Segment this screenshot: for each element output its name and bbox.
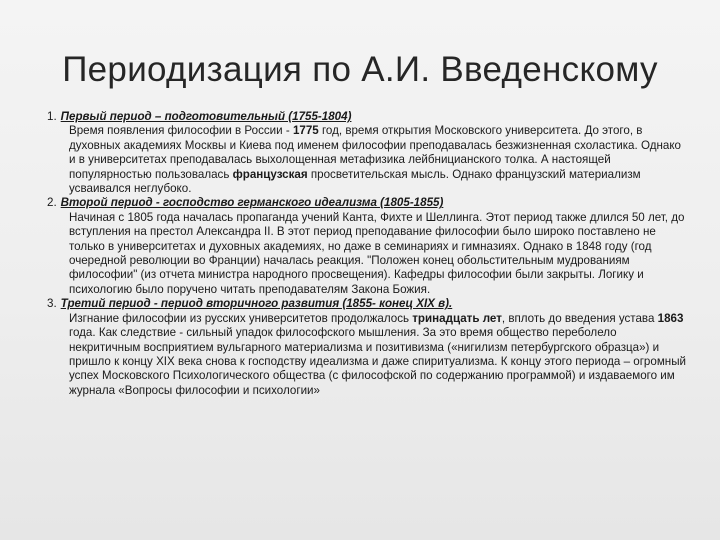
period-heading: [47, 110, 687, 124]
period-title: Первый период – подготовительный (1755-1804): [60, 110, 352, 123]
period-description: [47, 312, 687, 398]
period-description: [47, 124, 687, 196]
period-item-3: [47, 297, 687, 398]
period-text: года. Как следствие - сильный упадок философского мышления. За это время общество переболело некритичным восприятием вульгарного материализма и позитивизма («нигилизм петербургского образца») и пришло к концу XIX века снова к господству идеализма и даже спиритуализма. К концу этого периода – огромный успех Московского Психологического общества (с философской по содержанию программой) и издаваемого им журнала «Вопросы философии и психологии»: [69, 326, 687, 397]
period-heading: [47, 297, 687, 311]
period-highlight: 1775: [292, 124, 319, 138]
period-text: год, время открытия Московского университета. До этого, в духовных академиях Москвы и Киева под именем философии преподавалась безжизненная схоластика. Однако и в университетах преподавалась выхолощенная метафизика лейбницианского толка. А настоящей популярностью пользовалась: [69, 124, 681, 181]
period-title: Третий период - период вторичного развития (1855- конец XIX в).: [60, 297, 453, 311]
periods-list: [47, 110, 687, 398]
period-text: Время появления философии в России -: [69, 124, 293, 138]
period-text: Начиная с 1805 года началась пропаганда учений Канта, Фихте и Шеллинга. Этот период также длился 50 лет, до вступления на престол Александра II. В этот период преподавание философии было широко поставлено не только в университетах и духовных академиях, но даже в семинариях и гимназиях. Однако в 1848 году (год очередной революции во Франции) началась реакция. "Положен конец обольстительным мудрованиям философии" (из отчета министра народного просвещения). Кафедры философии были закрыты. Логику и психологию было поручено читать преподавателям Закона Божия.: [69, 210, 685, 296]
period-description: [47, 211, 687, 297]
period-highlight: тринадцать лет: [412, 311, 502, 325]
period-text: Изгнание философии из русских университетов продолжалось: [69, 311, 413, 325]
period-highlight: 1863: [657, 311, 684, 325]
period-highlight: французская: [232, 167, 308, 181]
period-number: 1.: [47, 110, 57, 123]
period-item-1: [47, 110, 687, 196]
period-title: Второй период - господство германского идеализма (1805-1855): [60, 196, 444, 210]
period-heading: [47, 196, 687, 210]
period-text: , вплоть до введения устава: [501, 311, 658, 325]
slide-title: Периодизация по А.И. Введенскому: [62, 50, 658, 89]
period-number: 2.: [47, 196, 57, 210]
period-number: 3.: [47, 297, 57, 311]
period-item-2: [47, 196, 687, 297]
period-text: просветительская мысль. Однако французский материализм усваивался неглубоко.: [69, 167, 641, 196]
